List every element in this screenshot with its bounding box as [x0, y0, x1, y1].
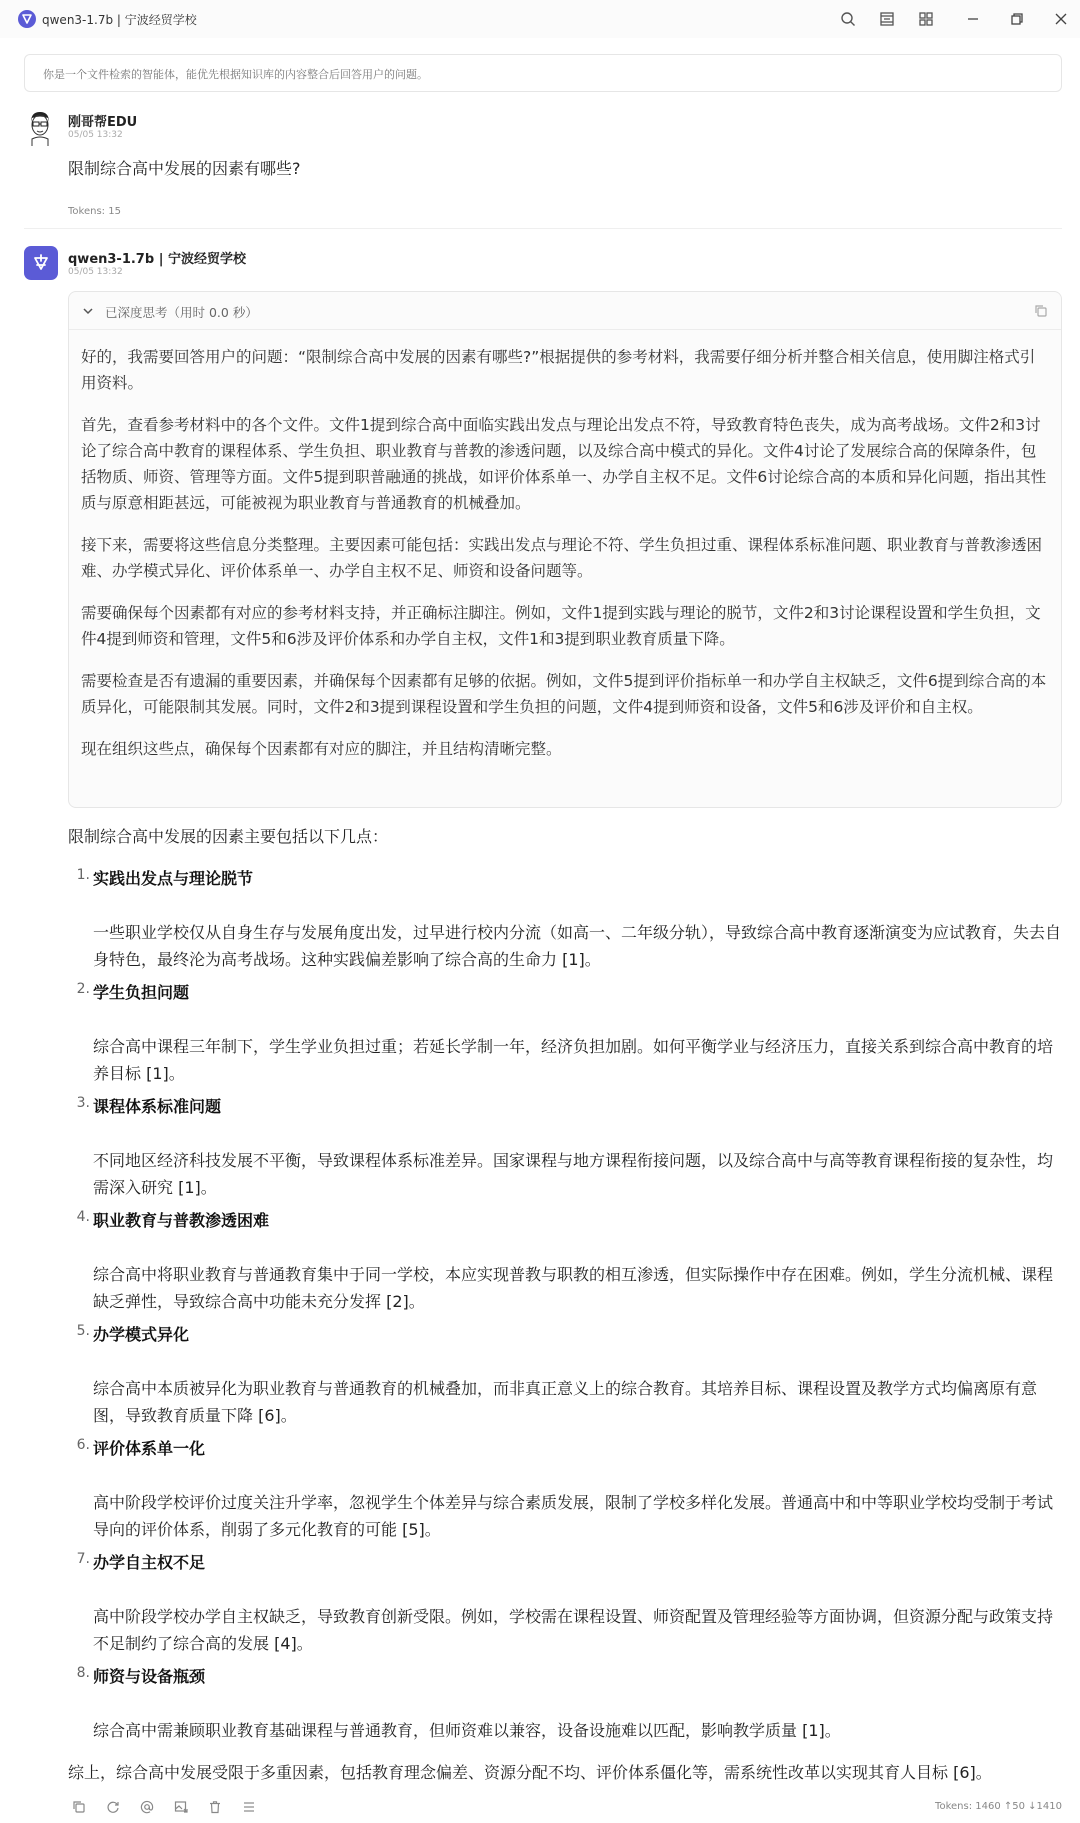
assistant-tokens: Tokens: 1460 ↑50 ↓1410 — [935, 1801, 1062, 1812]
list-item-title: 评价体系单一化 — [93, 1439, 206, 1458]
list-item-body: 综合高中将职业教育与普通教育集中于同一学校，本应实现普教与职教的相互渗透，但实际操作中存在困难。例如，学生分流机械、课程缺乏弹性，导致综合高中功能未充分发挥 [2]。 — [93, 1265, 1054, 1311]
copy-icon[interactable] — [68, 1796, 90, 1818]
thinking-paragraph: 需要确保每个因素都有对应的参考材料支持，并正确标注脚注。例如，文件1提到实践与理论的脱节，文件2和3讨论课程设置和学生负担，文件4提到师资和管理，文件5和6涉及评价体系和办学自主权，文件1和3提到职业教育质量下降。 — [81, 604, 1041, 648]
thinking-title: 已深度思考（用时 0.0 秒） — [105, 305, 258, 320]
list-item-title: 办学模式异化 — [93, 1325, 190, 1344]
message-actions — [68, 1796, 260, 1818]
list-item-body: 不同地区经济科技发展不平衡，导致课程体系标准差异。国家课程与地方课程衔接问题，以及综合高中与高等教育课程衔接的复杂性，均需深入研究 [1]。 — [93, 1151, 1054, 1197]
list-number: 5. — [76, 1323, 90, 1339]
fold-icon[interactable] — [877, 9, 897, 29]
list-item — [68, 866, 1062, 980]
layout-icon[interactable] — [916, 9, 936, 29]
list-item-body: 综合高中需兼顾职业教育基础课程与普通教育，但师资难以兼容，设备设施难以匹配，影响教学质量 [1]。 — [93, 1721, 841, 1740]
list-item-title: 师资与设备瓶颈 — [93, 1667, 206, 1686]
list-item-body: 高中阶段学校办学自主权缺乏，导致教育创新受限。例如，学校需在课程设置、师资配置及管理经验等方面协调，但资源分配与政策支持不足制约了综合高的发展 [4]。 — [93, 1607, 1054, 1653]
user-name: 刚哥帮EDU — [68, 115, 138, 130]
chevron-down-icon[interactable] — [80, 303, 96, 319]
menu-icon[interactable] — [238, 1796, 260, 1818]
minimize-icon[interactable] — [963, 9, 983, 29]
thinking-paragraph: 接下来，需要将这些信息分类整理。主要因素可能包括：实践出发点与理论不符、学生负担过重、课程体系标准问题、职业教育与普教渗透困难、办学模式异化、评价体系单一、办学自主权不足、师资和设备问题等。 — [81, 536, 1043, 580]
list-item — [68, 1436, 1062, 1550]
delete-icon[interactable] — [204, 1796, 226, 1818]
list-item-body: 一些职业学校仅从自身生存与发展角度出发，过早进行校内分流（如高一、二年级分轨），导致综合高中教育逐渐演变为应试教育，失去自身特色，最终沦为高考战场。这种实践偏差影响了综合高的生命力 [1]。 — [93, 923, 1062, 969]
assistant-avatar — [24, 246, 58, 280]
thinking-panel — [68, 291, 1062, 808]
assistant-message-time: 05/05 13:32 — [68, 267, 123, 277]
search-icon[interactable] — [838, 9, 858, 29]
list-item-title: 职业教育与普教渗透困难 — [93, 1211, 270, 1230]
list-item-title: 实践出发点与理论脱节 — [93, 869, 254, 888]
system-prompt-box[interactable]: 你是一个文件检索的智能体，能优先根据知识库的内容整合后回答用户的问题。 — [24, 54, 1062, 92]
list-number: 1. — [76, 867, 90, 883]
list-number: 3. — [76, 1095, 90, 1111]
list-item-body: 高中阶段学校评价过度关注升学率，忽视学生个体差异与综合素质发展，限制了学校多样化发展。普通高中和中等职业学校均受制于考试导向的评价体系，削弱了多元化教育的可能 [5]。 — [93, 1493, 1054, 1539]
app-logo-icon — [18, 10, 36, 28]
copy-icon[interactable] — [1033, 303, 1049, 319]
close-icon[interactable] — [1051, 9, 1071, 29]
list-item-body: 综合高中课程三年制下，学生学业负担过重；若延长学制一年，经济负担加剧。如何平衡学业与经济压力，直接关系到综合高中教育的培养目标 [1]。 — [93, 1037, 1054, 1083]
user-question: 限制综合高中发展的因素有哪些? — [68, 159, 301, 178]
list-number: 7. — [76, 1551, 90, 1567]
restore-icon[interactable] — [1007, 9, 1027, 29]
list-number: 2. — [76, 981, 90, 997]
thinking-paragraph: 好的，我需要回答用户的问题：“限制综合高中发展的因素有哪些?”根据提供的参考材料，我需要仔细分析并整合相关信息，使用脚注格式引用资料。 — [81, 348, 1036, 392]
thinking-paragraph: 现在组织这些点，确保每个因素都有对应的脚注，并且结构清晰完整。 — [81, 740, 562, 758]
list-number: 6. — [76, 1437, 90, 1453]
image-export-icon[interactable] — [170, 1796, 192, 1818]
assistant-name: qwen3-1.7b | 宁波经贸学校 — [68, 252, 246, 267]
thinking-paragraph: 需要检查是否有遗漏的重要因素，并确保每个因素都有足够的依据。例如，文件5提到评价指标单一和办学自主权缺乏，文件6提到综合高的本质异化，可能限制其发展。同时，文件2和3提到课程设置和学生负担的问题，文件4提到师资和设备，文件5和6涉及评价和自主权。 — [81, 672, 1047, 716]
user-avatar — [24, 108, 56, 146]
list-item-body: 综合高中本质被异化为职业教育与普通教育的机械叠加，而非真正意义上的综合教育。其培养目标、课程设置及教学方式均偏离原有意图，导致教育质量下降 [6]。 — [93, 1379, 1038, 1425]
list-item-title: 学生负担问题 — [93, 983, 190, 1002]
answer-list — [68, 866, 1062, 1778]
message-divider — [24, 228, 1062, 229]
answer-intro: 限制综合高中发展的因素主要包括以下几点： — [68, 827, 389, 846]
list-item — [68, 1208, 1062, 1322]
list-item-title: 办学自主权不足 — [93, 1553, 206, 1572]
regenerate-icon[interactable] — [102, 1796, 124, 1818]
thinking-header[interactable] — [69, 292, 1061, 330]
thinking-content — [81, 344, 1049, 778]
window-title: qwen3-1.7b | 宁波经贸学校 — [42, 13, 197, 27]
list-item — [68, 1550, 1062, 1664]
list-item — [68, 1322, 1062, 1436]
list-item — [68, 980, 1062, 1094]
list-item — [68, 1094, 1062, 1208]
user-tokens: Tokens: 15 — [68, 206, 121, 217]
list-item-title: 课程体系标准问题 — [93, 1097, 222, 1116]
mention-icon[interactable] — [136, 1796, 158, 1818]
title-bar — [0, 0, 1080, 38]
user-message-time: 05/05 13:32 — [68, 130, 123, 140]
thinking-paragraph: 首先，查看参考材料中的各个文件。文件1提到综合高中面临实践出发点与理论出发点不符，导致教育特色丧失，成为高考战场。文件2和3讨论了综合高中教育的课程体系、学生负担、职业教育与普教的渗透问题，以及综合高中模式的异化。文件4讨论了发展综合高的保障条件，包括物质、师资、管理等方面。文件5提到职普融通的挑战，如评价体系单一、办学自主权不足。文件6讨论综合高的本质和异化问题，指出其性质与原意相距甚远，可能被视为职业教育与普通教育的机械叠加。 — [81, 416, 1047, 512]
list-number: 8. — [76, 1665, 90, 1681]
answer-conclusion: 综上，综合高中发展受限于多重因素，包括教育理念偏差、资源分配不均、评价体系僵化等，需系统性改革以实现其育人目标 [6]。 — [68, 1763, 992, 1782]
list-number: 4. — [76, 1209, 90, 1225]
